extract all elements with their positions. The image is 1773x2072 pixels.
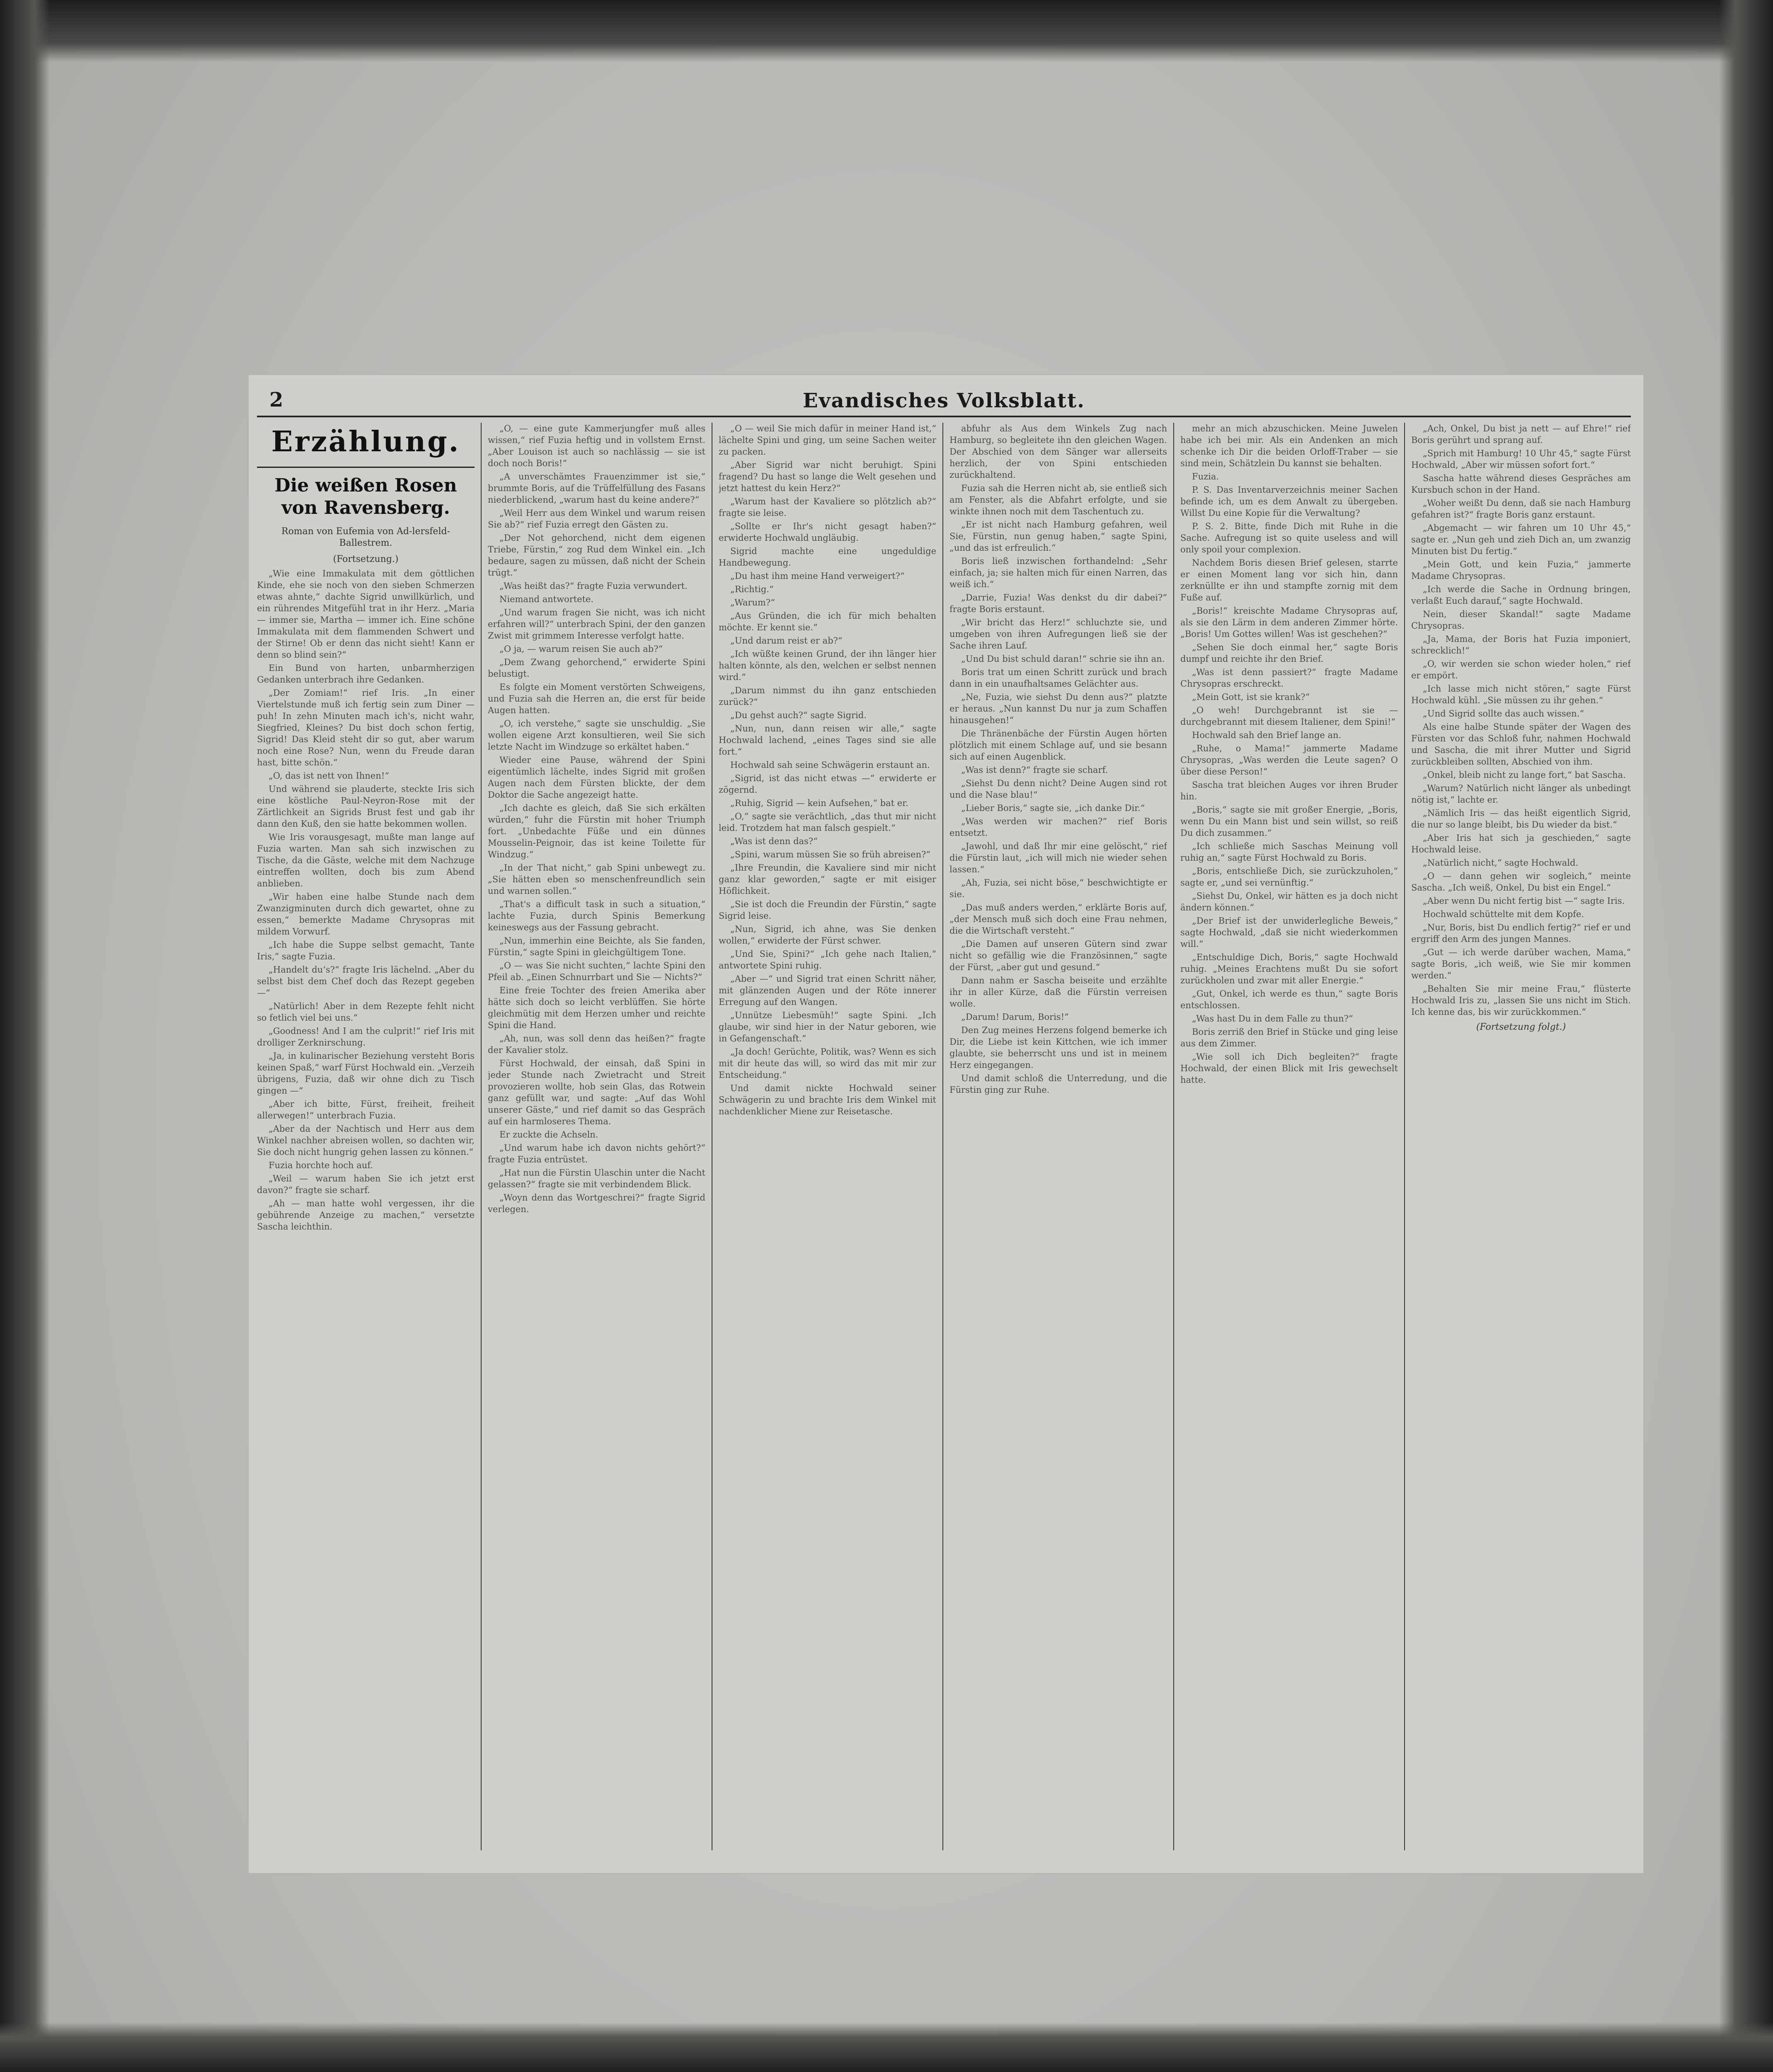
article-paragraph: „Goodness! And I am the culprit!“ rief Iris mit drolliger Zerknirschung. [257,1026,475,1048]
column-fade [949,1813,1167,1850]
scan-edge-left [0,0,50,2072]
article-paragraph: „Nun, Sigrid, ich ahne, was Sie denken wollen,“ erwiderte der Fürst schwer. [719,924,936,946]
article-paragraph: „Aber da der Nachtisch und Herr aus dem Winkel nachher abreisen wollen, so dachten wir, Sie doch nicht hungrig gehen lassen zu können.“ [257,1124,475,1157]
article-paragraph: „O weh! Durchgebrannt ist sie — durchgebrannt mit diesem Italiener, dem Spini!“ [1180,705,1398,727]
article-paragraph: „O, das ist nett von Ihnen!“ [269,771,389,781]
article-paragraph: „Spini, warum müssen Sie so früh abreisen?“ [730,850,930,859]
article-paragraph: Die Thränenbäche der Fürstin Augen hörten plötzlich mit einem Schlage auf, und sie besann sich auf einen Augenblick. [949,729,1167,762]
newspaper-page [249,375,1643,1873]
column-rule [481,423,482,1850]
article-paragraph: „Unnütze Liebesmüh!“ sagte Spini. „Ich glaube, wir sind hier in der Natur geboren, wie in Gefangenschaft.“ [719,1010,936,1043]
article-paragraph: „Ihre Freundin, die Kavaliere sind mir nicht ganz klar geworden,“ sagte er mit eisiger Höflichkeit. [719,863,936,896]
article-paragraph: „Und warum fragen Sie nicht, was ich nicht erfahren will?“ unterbrach Spini, der den ganzen Zwist mit grimmem Interesse verfolgt hatte. [488,608,705,641]
article-paragraph: „Jawohl, und daß Ihr mir eine gelöscht,“ rief die Fürstin laut, „ich will mich nie wieder sehen lassen.“ [949,841,1167,874]
article-paragraph: „Siehst Du denn nicht? Deine Augen sind rot und die Nase blau!“ [949,778,1167,800]
column-rule [1173,423,1174,1850]
article-paragraph: Sascha trat bleichen Auges vor ihren Bruder hin. [1180,780,1398,801]
column-rule [942,423,943,1850]
article-paragraph: „Richtig.“ [730,584,774,594]
article-paragraph: „Warum?“ [730,598,775,608]
article-paragraph: „Was heißt das?“ fragte Fuzia verwundert. [499,581,688,591]
scan-edge-top [0,0,1773,62]
article-paragraph: „Woher weißt Du denn, daß sie nach Hamburg gefahren ist?“ fragte Boris ganz erstaunt. [1411,498,1631,520]
article-paragraph: „Du hast ihm meine Hand verweigert?“ [730,571,905,581]
section-title: Erzählung. [271,425,460,458]
article-paragraph: Und damit schloß die Unterredung, und die Fürstin ging zur Ruhe. [949,1073,1167,1095]
article-paragraph: „Mein Gott, und kein Fuzia,“ jammerte Madame Chrysopras. [1411,559,1631,581]
article-paragraph: „Was werden wir machen?“ rief Boris entsetzt. [949,816,1167,838]
columns [257,423,1631,1850]
scan-edge-right [1719,0,1773,2072]
article-paragraph: „Aber Sigrid war nicht beruhigt. Spini fragend? Du hast so lange die Welt gesehen und jetzt hattest du kein Herz?“ [719,460,936,493]
article-paragraph: „Hat nun die Fürstin Ulaschin unter die Nacht gelassen?“ fragte sie mit verbindendem Blick. [488,1168,705,1189]
article-paragraph: „Nämlich Iris — das heißt eigentlich Sigrid, die nur so lange bleibt, bis Du wieder da bist.“ [1411,808,1631,830]
article-paragraph: „Sie ist doch die Freundin der Fürstin,“ sagte Sigrid leise. [719,899,936,921]
article-paragraph: „Siehst Du, Onkel, wir hätten es ja doch nicht ändern können.“ [1180,891,1398,913]
article-paragraph: „Lieber Boris,“ sagte sie, „ich danke Dir.“ [961,803,1145,813]
article-paragraph: „O,“ sagte sie verächtlich, „das thut mir nicht leid. Trotzdem hat man falsch gespielt.“ [719,811,936,833]
article-paragraph: „Behalten Sie mir meine Frau,“ flüsterte Hochwald Iris zu, „lassen Sie uns nicht im Stich. Ich kenne das, bis wir zurückkommen.“ [1411,984,1631,1017]
column-5-text [1180,423,1398,1086]
article-paragraph: „Dem Zwang gehorchend,“ erwiderte Spini belustigt. [488,657,705,679]
article-paragraph: „Darum nimmst du ihn ganz entschieden zurück?“ [719,685,936,707]
article-paragraph: „Was ist denn passiert?“ fragte Madame Chrysopras erschreckt. [1180,667,1398,689]
article-paragraph: Hochwald schüttelte mit dem Kopfe. [1423,909,1584,919]
article-paragraph: „Warum hast der Kavaliere so plötzlich ab?“ fragte sie leise. [719,496,936,518]
article-paragraph: „Ne, Fuzia, wie siehst Du denn aus?“ platzte er heraus. „Nun kannst Du nur ja zum Schaffen hinausgehen!“ [949,692,1167,725]
column-rule [1404,423,1405,1850]
article-paragraph: P. S. Das Inventarverzeichnis meiner Sachen befinde ich, um es dem Anwalt zu übergeben. Willst Du eine Kopie für die Verwaltung? [1180,485,1398,518]
article-paragraph: „Ich habe die Suppe selbst gemacht, Tante Iris,“ sagte Fuzia. [257,940,475,961]
article-paragraph: „Ah, nun, was soll denn das heißen?“ fragte der Kavalier stolz. [488,1034,705,1055]
article-paragraph: „Der Zomiam!“ rief Iris. „In einer Viertelstunde muß ich fertig sein zum Diner — puh! In zehn Minuten mach ich's, nicht wahr, Siegfried, Kleines? Du bist doch schon fertig, Sigrid! Das Kleid steht dir so gut, aber warum noch eine Rose? Nun, wenn du Freude daran hast, bitte schön.“ [257,688,475,767]
article-paragraph: „Ruhe, o Mama!“ jammerte Madame Chrysopras, „Was werden die Leute sagen? O über diese Person!“ [1180,743,1398,777]
article-paragraph: „Ich wüßte keinen Grund, der ihn länger hier halten könnte, als den, welchen er selbst nennen wird.“ [719,649,936,682]
column-4-text [949,423,1167,1096]
column-3 [719,423,936,1850]
article-paragraph: „Boris!“ kreischte Madame Chrysopras auf, als sie den Lärm in dem anderen Zimmer hörte. „Boris! Um Gottes willen! Was ist geschehen?“ [1180,606,1398,639]
article-paragraph: „O, wir werden sie schon wieder holen,“ rief er empört. [1411,659,1631,680]
article-paragraph: „Gut, Onkel, ich werde es thun,“ sagte Boris entschlossen. [1180,989,1398,1010]
article-paragraph: „Aber Iris hat sich ja geschieden,“ sagte Hochwald leise. [1411,833,1631,854]
article-paragraph: Und damit nickte Hochwald seiner Schwägerin zu und brachte Iris dem Winkel mit nachdenklicher Miene zur Reisetasche. [719,1083,936,1116]
article-paragraph: Wie Iris vorausgesagt, mußte man lange auf Fuzia warten. Man sah sich inzwischen zu Tische, da die Gäste, welche mit dem Nachzuge eintreffen wollten, doch bis zum Abend anblieben. [257,832,475,888]
article-paragraph: „Sprich mit Hamburg! 10 Uhr 45,“ sagte Fürst Hochwald, „Aber wir müssen sofort fort.“ [1411,448,1631,470]
article-paragraph: „Natürlich nicht,“ sagte Hochwald. [1423,858,1579,868]
column-2-text [488,423,705,1215]
article-paragraph: „Entschuldige Dich, Boris,“ sagte Hochwald ruhig. „Meines Erachtens mußt Du sie sofort zurückholen und zwar mit aller Energie.“ [1180,952,1398,985]
article-paragraph: Fuzia. [1192,472,1219,482]
article-paragraph: „Wie eine Immakulata mit dem göttlichen Kinde, ehe sie noch von den sieben Schmerzen etwas ahnte,“ dachte Sigrid unwillkürlich, und ein rührendes Mitgefühl trat in ihr Herz. „Maria — immer sie, Martha — immer ich. Eine schöne Immakulata mit dem flammenden Schwert und der Stirne! Ob er denn das nicht sieht! Kann er denn so blind sein?“ [257,569,475,660]
article-paragraph: „Handelt du‘s?“ fragte Iris lächelnd. „Aber du selbst bist dem Chef doch das Rezept gegeben —“ [257,965,475,998]
article-paragraph: P. S. 2. Bitte, finde Dich mit Ruhe in die Sache. Aufregung ist so quite useless and will only spoil your complexion. [1180,521,1398,554]
column-4 [949,423,1167,1850]
article-paragraph: „Und warum habe ich davon nichts gehört?“ fragte Fuzia entrüstet. [488,1143,705,1164]
article-paragraph: „Mein Gott, ist sie krank?“ [1192,692,1310,702]
article-paragraph: Niemand antwortete. [499,594,594,604]
column-6-text [1411,423,1631,1018]
article-paragraph: „Was hast Du in dem Falle zu thun?“ [1192,1014,1353,1024]
article-paragraph: „Ich schließe mich Saschas Meinung voll ruhig an,“ sagte Fürst Hochwald zu Boris. [1180,841,1398,863]
article-paragraph: „Ja doch! Gerüchte, Politik, was? Wenn es sich mit dir heute das will, so wird das mit mir zur Entscheidung.“ [719,1047,936,1080]
article-paragraph: „Sehen Sie doch einmal her,“ sagte Boris dumpf und reichte ihr den Brief. [1180,642,1398,664]
article-paragraph: „O, — eine gute Kammerjungfer muß alles wissen,“ rief Fuzia heftig und in vollstem Ernst. „Aber Louison ist auch so nachlässig — sie ist doch noch Boris!“ [488,424,705,468]
article-paragraph: „Boris, entschließe Dich, sie zurückzuholen,“ sagte er, „und sei vernünftig.“ [1180,866,1398,888]
article-paragraph: „Darrie, Fuzia! Was denkst du dir dabei?“ fragte Boris erstaunt. [949,593,1167,614]
article-paragraph: Er zuckte die Achseln. [499,1130,598,1140]
article-paragraph: „Ach, Onkel, Du bist ja nett — auf Ehre!“ rief Boris gerührt und sprang auf. [1411,424,1631,445]
article-paragraph: „Ich werde die Sache in Ordnung bringen, verlaßt Euch darauf,“ sagte Hochwald. [1411,584,1631,606]
article-paragraph: „Nun, nun, dann reisen wir alle,“ sagte Hochwald lachend, „eines Tages sind sie alle fort.“ [719,724,936,757]
article-paragraph: „Was ist denn?“ fragte sie scharf. [961,765,1108,775]
page-header [257,387,1631,417]
article-paragraph: „Ich dachte es gleich, daß Sie sich erkälten würden,“ fuhr die Fürstin mit hoher Triumph fort. „Unbedachte Füße und ein dünnes Mousselin-Peignoir, das ist keine Toilette für Windzug.“ [488,803,705,859]
article-paragraph: Ein Bund von harten, unbarmherzigen Gedanken unterbrach ihre Gedanken. [257,663,475,685]
article-paragraph: „Ja, Mama, der Boris hat Fuzia imponiert, schrecklich!“ [1411,634,1631,656]
scan-edge-bottom [0,2022,1773,2072]
column-2 [488,423,705,1850]
continuation-label: (Fortsetzung.) [333,554,399,564]
article-paragraph: „Und Du bist schuld daran!“ schrie sie ihn an. [961,654,1165,664]
column-fade [257,1813,475,1850]
article-paragraph: „Aber —“ und Sigrid trat einen Schritt näher, mit glänzenden Augen und der Röte innerer Erregung auf den Wangen. [719,974,936,1007]
article-paragraph: „Die Damen auf unseren Gütern sind zwar nicht so gefällig wie die Französinnen,“ sagte der Fürst, „aber gut und gesund.“ [949,939,1167,972]
column-fade [1180,1813,1398,1850]
article-paragraph: „That's a difficult task in such a situation,“ lachte Fuzia, durch Spinis Bemerkung keineswegs aus der Fassung gebracht. [488,899,705,932]
article-paragraph: Nachdem Boris diesen Brief gelesen, starrte er einen Moment lang vor sich hin, dann zerknüllte er ihn und stampfte zornig mit dem Fuße auf. [1180,558,1398,603]
article-paragraph: „A unverschämtes Frauenzimmer ist sie,“ brummte Boris, auf die Trüffelfüllung des Fasans niederblickend, „warum hast du keine andere?“ [488,472,705,505]
article-paragraph: „Ah — man hatte wohl vergessen, ihr die gebührende Anzeige zu machen,“ versetzte Sascha leichthin. [257,1198,475,1232]
article-paragraph: „Aber ich bitte, Fürst, freiheit, freiheit allerwegen!“ unterbrach Fuzia. [257,1099,475,1121]
article-paragraph: „Wir bricht das Herz!“ schluchzte sie, und umgeben von ihren Aufregungen ließ sie der Sache ihren Lauf. [949,617,1167,651]
article-paragraph: „Sollte er Ihr's nicht gesagt haben?“ erwiderte Hochwald ungläubig. [719,521,936,543]
article-paragraph: Fuzia horchte hoch auf. [269,1160,373,1170]
article-paragraph: Hochwald sah den Brief lange an. [1192,730,1342,740]
article-paragraph: Hochwald sah seine Schwägerin erstaunt an. [730,760,930,770]
article-paragraph: „Ja, in kulinarischer Beziehung versteht Boris keinen Spaß,“ warf Fürst Hochwald ein. „Verzeih übrigens, Fuzia, daß wir ohne dich zu Tisch gingen —“ [257,1051,475,1096]
article-paragraph: „Er ist nicht nach Hamburg gefahren, weil Sie, Fürstin, nun genug haben,“ sagte Spini, „und das ist erfreulich.“ [949,520,1167,553]
article-paragraph: „Was ist denn das?“ [730,836,818,846]
column-5 [1180,423,1398,1850]
masthead: Evandisches Volksblatt. [802,389,1085,412]
article-paragraph: „Aber wenn Du nicht fertig bist —“ sagte Iris. [1423,896,1625,906]
article-paragraph: „Aus Gründen, die ich für mich behalten möchte. Er kennt sie.“ [719,611,936,632]
article-paragraph: Wieder eine Pause, während der Spini eigentümlich lächelte, indes Sigrid mit großen Augen nach dem Fürsten blickte, der dem Doktor die Sache angezeigt hatte. [488,755,705,800]
article-paragraph: „Warum? Natürlich nicht länger als unbedingt nötig ist,“ lachte er. [1411,783,1631,805]
column-6 [1411,423,1631,1850]
article-paragraph: „Ruhig, Sigrid — kein Aufsehen,“ bat er. [730,798,908,808]
article-paragraph: „O — was Sie nicht suchten,“ lachte Spini den Pfeil ab. „Einen Schnurrbart und Sie — Nichts?“ [488,961,705,982]
article-paragraph: „Der Brief ist der unwiderlegliche Beweis,“ sagte Hochwald, „daß sie nicht wiederkommen will.“ [1180,916,1398,949]
article-paragraph: „Weil Herr aus dem Winkel und warum reisen Sie ab?“ rief Fuzia erregt den Gästen zu. [488,508,705,530]
page-number: 2 [269,388,283,411]
article-paragraph: „O ja, — warum reisen Sie auch ab?“ [499,644,663,654]
article-paragraph: „Wie soll ich Dich begleiten?“ fragte Hochwald, der einen Blick mit Iris gewechselt hatte. [1180,1052,1398,1085]
article-paragraph: „Sigrid, ist das nicht etwas —“ erwiderte er zögernd. [719,773,936,795]
article-paragraph: „Und darum reist er ab?“ [730,636,843,646]
article-paragraph: Boris zerriß den Brief in Stücke und ging leise aus dem Zimmer. [1180,1027,1398,1048]
article-paragraph: Boris trat um einen Schritt zurück und brach dann in ein unaufhaltsames Gelächter aus. [949,667,1167,689]
article-paragraph: Als eine halbe Stunde später der Wagen des Fürsten vor das Schloß fuhr, nahmen Hochwald und Sascha, die mit ihrer Mutter und Sigrid zurückbleiben sollten, Abschied von ihm. [1411,722,1631,767]
article-paragraph: „Abgemacht — wir fahren um 10 Uhr 45,“ sagte er. „Nun geh und zieh Dich an, um zwanzig Minuten bist Du fertig.“ [1411,523,1631,556]
article-paragraph: „Onkel, bleib nicht zu lange fort,“ bat Sascha. [1423,770,1626,780]
article-paragraph: Sascha hatte während dieses Gespräches am Kursbuch schon in der Hand. [1411,473,1631,495]
byline: Roman von Eufemia von Ad-lersfeld-Ballestrem. [281,526,450,548]
article-paragraph: Und während sie plauderte, steckte Iris sich eine köstliche Paul-Neyron-Rose mit der Zärtlichkeit an Sigrids Brust fest und gab ihr dann den Kuß, den sie hatte bekommen wollen. [257,784,475,829]
article-paragraph: Fuzia sah die Herren nicht ab, sie entließ sich am Fenster, als die Abfahrt erfolgte, und sie winkte ihnen noch mit dem Taschentuch zu. [949,483,1167,516]
article-paragraph: „Woyn denn das Wortgeschrei?“ fragte Sigrid verlegen. [488,1193,705,1214]
article-paragraph: „Und Sie, Spini?“ „Ich gehe nach Italien,“ antwortete Spini ruhig. [719,949,936,971]
article-paragraph: „Nun, immerhin eine Beichte, als Sie fanden, Fürstin,“ sagte Spini in gleichgültigem Tone. [488,936,705,957]
continuation-note: (Fortsetzung folgt.) [1476,1022,1566,1032]
article-paragraph: Fürst Hochwald, der einsah, daß Spini in jeder Stunde nach Zwietracht und Streit provozieren wollte, hob sein Glas, das Rotwein ganz gefüllt war, und sagte: „Auf das Wohl unserer Gäste,“ und rief damit so das Gespräch auf ein harmloseres Thema. [488,1058,705,1126]
column-fade [488,1813,705,1850]
article-paragraph: „Gut — ich werde darüber wachen, Mama,“ sagte Boris, „ich weiß, wie Sie mir kommen werden.“ [1411,947,1631,980]
article-paragraph: Nein, dieser Skandal!“ sagte Madame Chrysopras. [1411,609,1631,631]
article-paragraph: „O — dann gehen wir sogleich,“ meinte Sascha. „Ich weiß, Onkel, Du bist ein Engel.“ [1411,871,1631,893]
column-fade [719,1813,936,1850]
article-paragraph: „Darum! Darum, Boris!“ [961,1012,1069,1022]
column-3-text [719,423,936,1117]
article-paragraph: „Und Sigrid sollte das auch wissen.“ [1423,709,1584,719]
article-paragraph: abfuhr als Aus dem Winkels Zug nach Hamburg, so begleitete ihn den gleichen Wagen. Der Abschied von dem Sänger war allerseits herzlich, der von Spini entschieden zurückhaltend. [949,424,1167,480]
article-paragraph: Eine freie Tochter des freien Amerika aber hätte sich doch so leicht verblüffen. Sie hörte gleichmütig mit dem Herzen umher und reichte Spini die Hand. [488,985,705,1030]
article-paragraph: mehr an mich abzuschicken. Meine Juwelen habe ich bei mir. Als ein Andenken an mich schenke ich Dir die beiden Orloff-Traber — sie sind mein, Schätzlein Du kannst sie behalten. [1180,424,1398,468]
column-1-text [257,568,475,1232]
article-paragraph: „In der That nicht,“ gab Spini unbewegt zu. „Sie hätten eben so menschenfreundlich sein und warnen sollen.“ [488,863,705,896]
article-paragraph: Sigrid machte eine ungeduldige Handbewegung. [719,546,936,568]
article-paragraph: „Nur, Boris, bist Du endlich fertig?“ rief er und ergriff den Arm des jungen Mannes. [1411,922,1631,944]
article-paragraph: „Natürlich! Aber in dem Rezepte fehlt nicht so fetlich viel bei uns.“ [257,1001,475,1023]
article-paragraph: Dann nahm er Sascha beiseite und erzählte ihr in aller Kürze, daß die Fürstin verreisen wolle. [949,975,1167,1009]
article-paragraph: „Wir haben eine halbe Stunde nach dem Zwanzigminuten durch dich gewartet, ohne zu essen,“ bemerkte Madame Chrysopras mit mildem Vorwurf. [257,892,475,937]
article-paragraph: „Der Not gehorchend, nicht dem eigenen Triebe, Fürstin,“ zog Rud dem Winkel ein. „Ich bedaure, sagen zu müssen, daß nicht der Schein trügt.“ [488,533,705,578]
article-paragraph: Den Zug meines Herzens folgend bemerke ich Dir, die Liebe ist kein Kittchen, wie ich immer glaubte, sie beherrscht uns und ist in meinem Herz eingegangen. [949,1025,1167,1070]
article-paragraph: „O, ich verstehe,“ sagte sie unschuldig. „Sie wollen eigene Arzt konsultieren, weil Sie sich letzte Nacht im Windzuge so erkältet haben.“ [488,719,705,752]
article-paragraph: Es folgte ein Moment verstörten Schweigens, und Fuzia sah die Herren an, die erst für beide Augen hatten. [488,682,705,715]
article-paragraph: „O — weil Sie mich dafür in meiner Hand ist,“ lächelte Spini und ging, um seine Sachen weiter zu packen. [719,424,936,457]
article-paragraph: „Ah, Fuzia, sei nicht böse,“ beschwichtigte er sie. [949,878,1167,899]
article-paragraph: „Weil — warum haben Sie ich jetzt erst davon?“ fragte sie scharf. [257,1174,475,1195]
article-paragraph: „Du gehst auch?“ sagte Sigrid. [730,710,867,720]
article-paragraph: „Das muß anders werden,“ erklärte Boris auf, „der Mensch muß sich doch eine Frau nehmen, die die Wirtschaft versteht.“ [949,903,1167,936]
column-1 [257,423,475,1850]
article-paragraph: „Boris,“ sagte sie mit großer Energie, „Boris, wenn Du ein Mann bist und sein willst, so reiß Du dich zusammen.“ [1180,805,1398,838]
article-paragraph: „Ich lasse mich nicht stören,“ sagte Fürst Hochwald kühl. „Sie müssen zu ihr gehen.“ [1411,684,1631,705]
article-paragraph: Boris ließ inzwischen forthandelnd: „Sehr einfach, ja; sie halten mich für einen Narren, das weiß ich.“ [949,556,1167,589]
story-title: Die weißen Rosen von Ravensberg. [257,467,475,519]
